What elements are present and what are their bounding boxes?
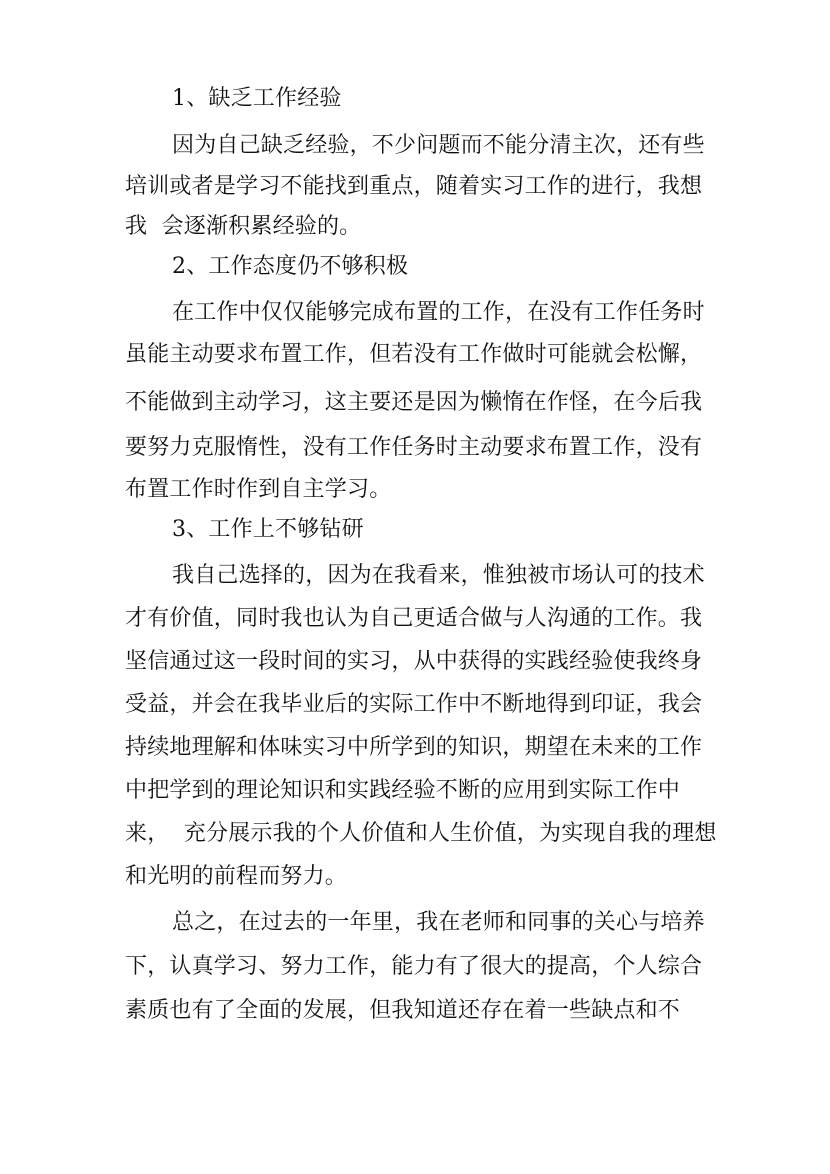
paragraph-line: 我自己选择的，因为在我看来，惟独被市场认可的技术 — [172, 563, 705, 588]
paragraph-line: 中把学到的理论知识和实践经验不断的应用到实际工作中 — [125, 778, 681, 803]
paragraph-line: 受益，并会在我毕业后的实际工作中不断地得到印证，我会 — [125, 692, 703, 717]
paragraph-line: 不能做到主动学习，这主要还是因为懒惰在作怪，在今后我 — [125, 390, 703, 415]
paragraph-line: 培训或者是学习不能找到重点，随着实习工作的进行，我想 — [125, 174, 703, 199]
paragraph-line: 下，认真学习、努力工作，能力有了很大的提高，个人综合 — [125, 954, 703, 979]
paragraph-line: 素质也有了全面的发展，但我知道还存在着一些缺点和不 — [125, 998, 681, 1023]
paragraph-line: 才有价值，同时我也认为自己更适合做与人沟通的工作。我 — [125, 606, 703, 631]
paragraph-line: 总之，在过去的一年里，我在老师和同事的关心与培养 — [172, 910, 705, 935]
paragraph-line: 虽能主动要求布置工作，但若没有工作做时可能就会松懈， — [125, 342, 703, 367]
paragraph-line: 坚信通过这一段时间的实习，从中获得的实践经验使我终身 — [125, 649, 703, 674]
section-heading-1: 1、缺乏工作经验 — [172, 86, 342, 111]
section-heading-2: 2、工作态度仍不够积极 — [172, 254, 409, 279]
paragraph-line: 布置工作时作到自主学习。 — [125, 477, 392, 502]
paragraph-line: 要努力克服惰性，没有工作任务时主动要求布置工作，没有 — [125, 435, 703, 460]
paragraph-line: 我 会逐渐积累经验的。 — [125, 214, 362, 239]
paragraph-line: 在工作中仅仅能够完成布置的工作，在没有工作任务时 — [172, 300, 705, 325]
section-heading-3: 3、工作上不够钻研 — [172, 517, 364, 542]
paragraph-line: 来， 充分展示我的个人价值和人生价值，为实现自我的理想 — [125, 821, 717, 846]
paragraph-line: 持续地理解和体味实习中所学到的知识，期望在未来的工作 — [125, 735, 703, 760]
paragraph-line: 因为自己缺乏经验，不少问题而不能分清主次，还有些 — [172, 133, 705, 158]
paragraph-line: 和光明的前程而努力。 — [125, 864, 348, 889]
